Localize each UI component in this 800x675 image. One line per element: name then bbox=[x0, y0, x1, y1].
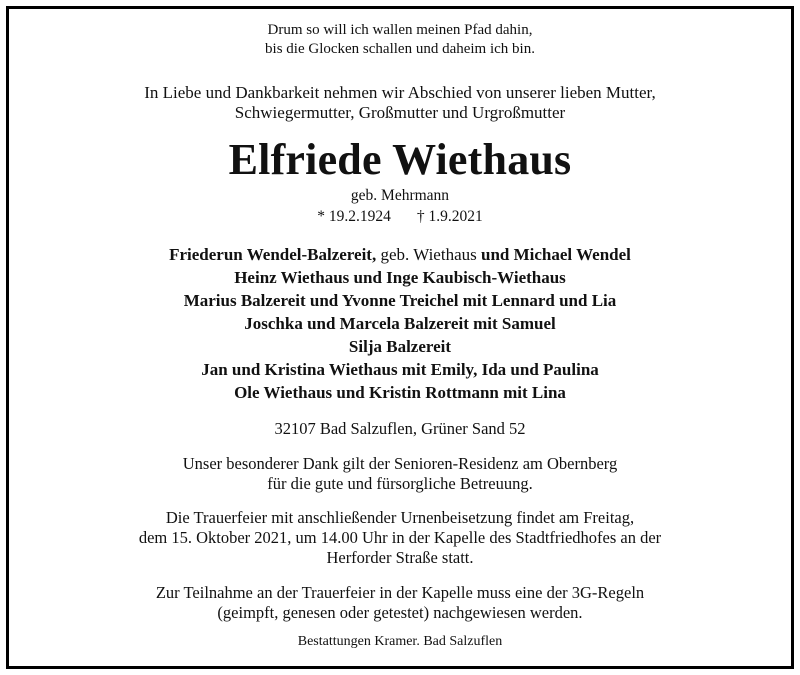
funeral-line: Die Trauerfeier mit anschließender Urnenbeisetzung findet am Freitag, bbox=[165, 508, 635, 527]
birth-date: * 19.2.1924 bbox=[317, 208, 391, 225]
maiden-name: geb. Mehrmann bbox=[350, 187, 450, 204]
mourner-line: Ole Wiethaus und Kristin Rottmann mit Lina bbox=[234, 383, 566, 402]
mourner-line: Marius Balzereit und Yvonne Treichel mit Lennard und Lia bbox=[183, 291, 617, 310]
mourner-name: Friederun Wendel-Balzereit, bbox=[169, 245, 377, 264]
mourner-maiden-name: geb. Wiethaus bbox=[376, 245, 481, 264]
motto-line: bis die Glocken schallen und daheim ich bin. bbox=[265, 41, 535, 57]
thanks-line: Unser besonderer Dank gilt der Senioren-Residenz am Obernberg bbox=[182, 454, 618, 473]
motto-line: Drum so will ich wallen meinen Pfad dahin, bbox=[267, 22, 533, 38]
covid-notice-line: Zur Teilnahme an der Trauerfeier in der Kapelle muss eine der 3G-Regeln bbox=[155, 583, 645, 602]
mourner-partner: und Michael Wendel bbox=[481, 245, 631, 264]
deceased-name: Elfriede Wiethaus bbox=[228, 135, 572, 184]
intro-line: In Liebe und Dankbarkeit nehmen wir Abschied von unserer lieben Mutter, bbox=[144, 83, 656, 102]
mourner-line: Silja Balzereit bbox=[348, 337, 452, 356]
undertaker: Bestattungen Kramer. Bad Salzuflen bbox=[297, 634, 503, 649]
funeral-line: dem 15. Oktober 2021, um 14.00 Uhr in der Kapelle des Stadtfriedhofes an der bbox=[138, 528, 662, 547]
mourner-line: Heinz Wiethaus und Inge Kaubisch-Wiethaus bbox=[234, 268, 566, 287]
address: 32107 Bad Salzuflen, Grüner Sand 52 bbox=[274, 419, 526, 438]
funeral-line: Herforder Straße statt. bbox=[326, 548, 474, 567]
mourner-line: Jan und Kristina Wiethaus mit Emily, Ida und Paulina bbox=[201, 360, 599, 379]
thanks-line: für die gute und fürsorgliche Betreuung. bbox=[267, 474, 533, 493]
life-dates bbox=[0, 208, 800, 226]
mourner-line bbox=[0, 245, 800, 265]
covid-notice-line: (geimpft, genesen oder getestet) nachgewiesen werden. bbox=[217, 603, 583, 622]
death-date: † 1.9.2021 bbox=[416, 208, 483, 225]
intro-line: Schwiegermutter, Großmutter und Urgroßmutter bbox=[234, 103, 566, 122]
mourner-line: Joschka und Marcela Balzereit mit Samuel bbox=[244, 314, 556, 333]
